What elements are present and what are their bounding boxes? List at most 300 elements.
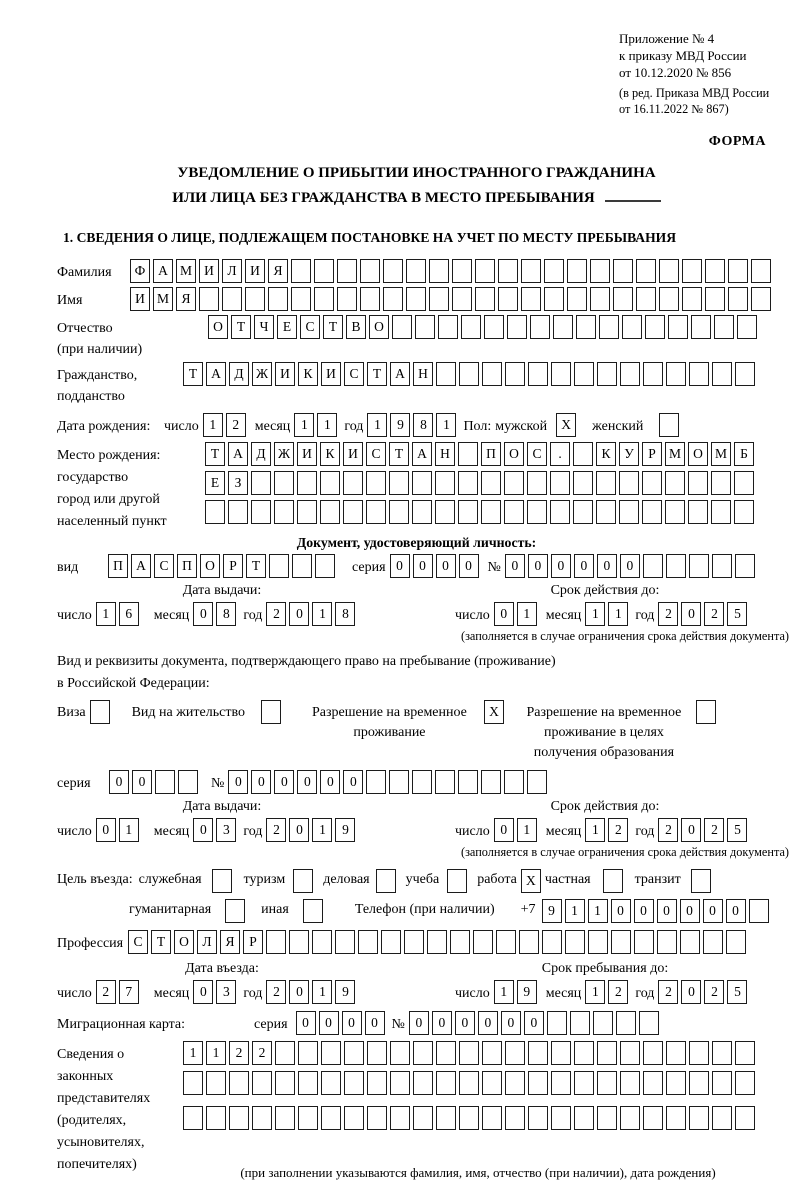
char-cell[interactable]: 1 [517, 818, 537, 842]
char-cell[interactable] [643, 1041, 663, 1065]
char-cell[interactable]: И [245, 259, 265, 283]
residence-issue-day-cells[interactable] [96, 818, 142, 842]
birth-year-cells[interactable] [367, 413, 459, 437]
char-cell[interactable]: 1 [367, 413, 387, 437]
representatives-row1-cells[interactable] [183, 1041, 758, 1065]
char-cell[interactable] [337, 259, 357, 283]
char-cell[interactable] [666, 1041, 686, 1065]
char-cell[interactable] [404, 930, 424, 954]
doc-series-cells[interactable] [390, 554, 482, 578]
char-cell[interactable] [567, 287, 587, 311]
char-cell[interactable] [344, 1071, 364, 1095]
char-cell[interactable]: 0 [343, 770, 363, 794]
char-cell[interactable] [436, 1106, 456, 1130]
char-cell[interactable] [527, 471, 547, 495]
char-cell[interactable] [298, 1041, 318, 1065]
char-cell[interactable] [597, 362, 617, 386]
char-cell[interactable] [435, 500, 455, 524]
char-cell[interactable] [297, 471, 317, 495]
char-cell[interactable] [551, 1106, 571, 1130]
char-cell[interactable] [689, 1106, 709, 1130]
char-cell[interactable] [321, 1106, 341, 1130]
char-cell[interactable] [712, 1041, 732, 1065]
char-cell[interactable]: 0 [289, 602, 309, 626]
residence-series-cells[interactable] [109, 770, 201, 794]
char-cell[interactable]: М [153, 287, 173, 311]
char-cell[interactable]: А [390, 362, 410, 386]
char-cell[interactable] [315, 554, 335, 578]
char-cell[interactable]: 1 [294, 413, 314, 437]
char-cell[interactable]: 0 [365, 1011, 385, 1035]
char-cell[interactable]: 0 [524, 1011, 544, 1035]
char-cell[interactable]: 3 [216, 980, 236, 1004]
char-cell[interactable] [268, 287, 288, 311]
char-cell[interactable]: 0 [611, 899, 631, 923]
char-cell[interactable]: 9 [390, 413, 410, 437]
char-cell[interactable] [473, 930, 493, 954]
char-cell[interactable]: С [344, 362, 364, 386]
char-cell[interactable] [251, 471, 271, 495]
char-cell[interactable] [666, 554, 686, 578]
char-cell[interactable]: 9 [335, 818, 355, 842]
char-cell[interactable] [680, 930, 700, 954]
char-cell[interactable] [206, 1071, 226, 1095]
char-cell[interactable]: 1 [517, 602, 537, 626]
char-cell[interactable] [406, 287, 426, 311]
char-cell[interactable]: Ф [130, 259, 150, 283]
char-cell[interactable] [599, 315, 619, 339]
char-cell[interactable] [590, 287, 610, 311]
char-cell[interactable] [528, 1041, 548, 1065]
char-cell[interactable] [691, 315, 711, 339]
char-cell[interactable]: 1 [494, 980, 514, 1004]
char-cell[interactable]: 0 [478, 1011, 498, 1035]
char-cell[interactable]: 0 [109, 770, 129, 794]
char-cell[interactable] [481, 471, 501, 495]
char-cell[interactable] [312, 930, 332, 954]
char-cell[interactable]: Т [231, 315, 251, 339]
char-cell[interactable] [542, 930, 562, 954]
char-cell[interactable] [636, 259, 656, 283]
char-cell[interactable] [274, 471, 294, 495]
char-cell[interactable] [366, 500, 386, 524]
char-cell[interactable] [613, 287, 633, 311]
char-cell[interactable]: 1 [588, 899, 608, 923]
char-cell[interactable] [573, 471, 593, 495]
char-cell[interactable]: 8 [216, 602, 236, 626]
representatives-row2-cells[interactable] [183, 1071, 758, 1095]
char-cell[interactable]: А [412, 442, 432, 466]
char-cell[interactable]: 9 [335, 980, 355, 1004]
char-cell[interactable] [665, 500, 685, 524]
char-cell[interactable]: Я [176, 287, 196, 311]
char-cell[interactable] [155, 770, 175, 794]
char-cell[interactable] [389, 500, 409, 524]
char-cell[interactable]: 0 [505, 554, 525, 578]
char-cell[interactable] [452, 287, 472, 311]
char-cell[interactable]: 0 [680, 899, 700, 923]
char-cell[interactable] [666, 1106, 686, 1130]
phone-cells[interactable] [542, 899, 772, 923]
char-cell[interactable]: 2 [658, 980, 678, 1004]
name-cells[interactable] [130, 287, 774, 311]
char-cell[interactable] [335, 930, 355, 954]
purpose-other-checkbox[interactable] [303, 899, 323, 923]
char-cell[interactable]: К [320, 442, 340, 466]
char-cell[interactable] [482, 1041, 502, 1065]
char-cell[interactable] [320, 500, 340, 524]
char-cell[interactable] [682, 287, 702, 311]
char-cell[interactable]: И [343, 442, 363, 466]
char-cell[interactable] [229, 1071, 249, 1095]
char-cell[interactable] [360, 259, 380, 283]
char-cell[interactable] [682, 259, 702, 283]
char-cell[interactable] [689, 554, 709, 578]
char-cell[interactable] [275, 1071, 295, 1095]
doc-issue-year-cells[interactable] [266, 602, 358, 626]
char-cell[interactable] [596, 471, 616, 495]
char-cell[interactable] [689, 1041, 709, 1065]
char-cell[interactable]: 0 [289, 980, 309, 1004]
char-cell[interactable] [551, 1041, 571, 1065]
char-cell[interactable]: Р [223, 554, 243, 578]
birth-day-cells[interactable] [203, 413, 249, 437]
char-cell[interactable] [613, 259, 633, 283]
char-cell[interactable]: С [154, 554, 174, 578]
purpose-official-checkbox[interactable] [212, 869, 232, 893]
char-cell[interactable] [343, 500, 363, 524]
char-cell[interactable]: 0 [296, 1011, 316, 1035]
char-cell[interactable]: Т [323, 315, 343, 339]
char-cell[interactable] [735, 554, 755, 578]
char-cell[interactable] [528, 362, 548, 386]
char-cell[interactable]: Т [246, 554, 266, 578]
char-cell[interactable] [574, 362, 594, 386]
char-cell[interactable]: 1 [206, 1041, 226, 1065]
char-cell[interactable] [689, 362, 709, 386]
char-cell[interactable]: А [131, 554, 151, 578]
char-cell[interactable] [544, 259, 564, 283]
char-cell[interactable] [735, 1041, 755, 1065]
char-cell[interactable] [505, 1071, 525, 1095]
char-cell[interactable] [228, 500, 248, 524]
char-cell[interactable]: 0 [703, 899, 723, 923]
char-cell[interactable]: Л [222, 259, 242, 283]
char-cell[interactable] [657, 930, 677, 954]
char-cell[interactable]: 1 [96, 602, 116, 626]
char-cell[interactable]: Н [413, 362, 433, 386]
char-cell[interactable] [292, 554, 312, 578]
doc-expiry-day-cells[interactable] [494, 602, 540, 626]
char-cell[interactable] [429, 259, 449, 283]
char-cell[interactable]: Р [642, 442, 662, 466]
char-cell[interactable] [435, 770, 455, 794]
char-cell[interactable]: 0 [620, 554, 640, 578]
char-cell[interactable] [458, 471, 478, 495]
char-cell[interactable] [726, 930, 746, 954]
char-cell[interactable] [550, 471, 570, 495]
char-cell[interactable] [366, 770, 386, 794]
char-cell[interactable] [252, 1106, 272, 1130]
char-cell[interactable]: С [527, 442, 547, 466]
char-cell[interactable]: Т [205, 442, 225, 466]
char-cell[interactable] [367, 1041, 387, 1065]
char-cell[interactable] [337, 287, 357, 311]
char-cell[interactable]: 0 [494, 602, 514, 626]
char-cell[interactable]: П [481, 442, 501, 466]
char-cell[interactable] [251, 500, 271, 524]
char-cell[interactable] [643, 554, 663, 578]
option-residence-permit-checkbox[interactable] [261, 700, 281, 724]
char-cell[interactable]: 2 [608, 980, 628, 1004]
char-cell[interactable] [573, 500, 593, 524]
char-cell[interactable] [528, 1071, 548, 1095]
char-cell[interactable]: 1 [317, 413, 337, 437]
char-cell[interactable] [504, 471, 524, 495]
char-cell[interactable]: 0 [681, 602, 701, 626]
char-cell[interactable]: 0 [597, 554, 617, 578]
char-cell[interactable]: 0 [413, 554, 433, 578]
char-cell[interactable] [389, 770, 409, 794]
char-cell[interactable] [461, 315, 481, 339]
char-cell[interactable]: О [369, 315, 389, 339]
char-cell[interactable] [544, 287, 564, 311]
char-cell[interactable] [389, 471, 409, 495]
char-cell[interactable] [570, 1011, 590, 1035]
char-cell[interactable] [634, 930, 654, 954]
char-cell[interactable] [289, 930, 309, 954]
char-cell[interactable] [597, 1106, 617, 1130]
char-cell[interactable] [482, 362, 502, 386]
char-cell[interactable]: А [206, 362, 226, 386]
char-cell[interactable] [611, 930, 631, 954]
surname-cells[interactable] [130, 259, 774, 283]
char-cell[interactable] [645, 315, 665, 339]
char-cell[interactable]: 2 [226, 413, 246, 437]
purpose-humanitarian-checkbox[interactable] [225, 899, 245, 923]
char-cell[interactable] [551, 1071, 571, 1095]
char-cell[interactable]: 7 [119, 980, 139, 1004]
stay-year-cells[interactable] [658, 980, 750, 1004]
char-cell[interactable] [482, 1071, 502, 1095]
residence-expiry-year-cells[interactable] [658, 818, 750, 842]
residence-issue-month-cells[interactable] [193, 818, 239, 842]
char-cell[interactable]: И [297, 442, 317, 466]
char-cell[interactable] [496, 930, 516, 954]
char-cell[interactable] [366, 471, 386, 495]
char-cell[interactable] [734, 500, 754, 524]
char-cell[interactable] [498, 259, 518, 283]
char-cell[interactable]: Л [197, 930, 217, 954]
char-cell[interactable] [392, 315, 412, 339]
char-cell[interactable] [616, 1011, 636, 1035]
char-cell[interactable] [620, 1106, 640, 1130]
char-cell[interactable] [620, 362, 640, 386]
char-cell[interactable]: 1 [585, 602, 605, 626]
char-cell[interactable] [620, 1041, 640, 1065]
char-cell[interactable]: 8 [335, 602, 355, 626]
char-cell[interactable]: З [228, 471, 248, 495]
char-cell[interactable]: О [200, 554, 220, 578]
char-cell[interactable] [597, 1041, 617, 1065]
char-cell[interactable]: 2 [252, 1041, 272, 1065]
char-cell[interactable] [688, 500, 708, 524]
char-cell[interactable] [659, 287, 679, 311]
char-cell[interactable] [458, 770, 478, 794]
char-cell[interactable] [728, 259, 748, 283]
char-cell[interactable] [643, 1106, 663, 1130]
char-cell[interactable] [390, 1041, 410, 1065]
doc-number-cells[interactable] [505, 554, 758, 578]
char-cell[interactable] [383, 287, 403, 311]
char-cell[interactable] [266, 930, 286, 954]
char-cell[interactable]: К [596, 442, 616, 466]
char-cell[interactable] [438, 315, 458, 339]
char-cell[interactable]: 0 [409, 1011, 429, 1035]
purpose-private-checkbox[interactable] [603, 869, 623, 893]
char-cell[interactable] [619, 500, 639, 524]
char-cell[interactable] [205, 500, 225, 524]
char-cell[interactable] [269, 554, 289, 578]
char-cell[interactable]: Т [151, 930, 171, 954]
char-cell[interactable] [689, 1071, 709, 1095]
char-cell[interactable]: С [366, 442, 386, 466]
char-cell[interactable]: 1 [436, 413, 456, 437]
char-cell[interactable] [573, 442, 593, 466]
char-cell[interactable]: 0 [726, 899, 746, 923]
char-cell[interactable]: И [130, 287, 150, 311]
char-cell[interactable] [390, 1071, 410, 1095]
char-cell[interactable] [735, 1106, 755, 1130]
char-cell[interactable] [527, 770, 547, 794]
char-cell[interactable] [711, 471, 731, 495]
char-cell[interactable]: 0 [634, 899, 654, 923]
char-cell[interactable]: Б [734, 442, 754, 466]
purpose-study-checkbox[interactable] [447, 869, 467, 893]
char-cell[interactable] [367, 1071, 387, 1095]
char-cell[interactable] [413, 1106, 433, 1130]
char-cell[interactable] [712, 1071, 732, 1095]
char-cell[interactable] [344, 1041, 364, 1065]
char-cell[interactable] [459, 1106, 479, 1130]
sex-male-checkbox[interactable]: X [556, 413, 576, 437]
char-cell[interactable] [452, 259, 472, 283]
char-cell[interactable] [314, 287, 334, 311]
char-cell[interactable]: 0 [274, 770, 294, 794]
char-cell[interactable] [412, 770, 432, 794]
char-cell[interactable]: 9 [517, 980, 537, 1004]
char-cell[interactable] [597, 1071, 617, 1095]
char-cell[interactable]: 0 [459, 554, 479, 578]
stay-month-cells[interactable] [585, 980, 631, 1004]
citizenship-cells[interactable] [183, 362, 758, 386]
char-cell[interactable] [642, 500, 662, 524]
doc-issue-day-cells[interactable] [96, 602, 142, 626]
char-cell[interactable] [320, 471, 340, 495]
char-cell[interactable] [413, 1071, 433, 1095]
char-cell[interactable] [275, 1106, 295, 1130]
char-cell[interactable] [505, 362, 525, 386]
char-cell[interactable] [321, 1041, 341, 1065]
char-cell[interactable]: Е [205, 471, 225, 495]
char-cell[interactable]: 0 [681, 980, 701, 1004]
char-cell[interactable]: О [688, 442, 708, 466]
char-cell[interactable]: 0 [528, 554, 548, 578]
char-cell[interactable]: 0 [657, 899, 677, 923]
option-temp-residence-checkbox[interactable]: X [484, 700, 504, 724]
char-cell[interactable]: 1 [312, 980, 332, 1004]
char-cell[interactable]: У [619, 442, 639, 466]
char-cell[interactable] [178, 770, 198, 794]
char-cell[interactable]: П [177, 554, 197, 578]
char-cell[interactable]: М [665, 442, 685, 466]
char-cell[interactable]: Е [277, 315, 297, 339]
char-cell[interactable]: Т [183, 362, 203, 386]
char-cell[interactable] [751, 287, 771, 311]
char-cell[interactable] [245, 287, 265, 311]
char-cell[interactable]: И [321, 362, 341, 386]
char-cell[interactable] [639, 1011, 659, 1035]
char-cell[interactable] [344, 1106, 364, 1130]
char-cell[interactable]: 1 [585, 818, 605, 842]
char-cell[interactable] [530, 315, 550, 339]
char-cell[interactable]: 2 [608, 818, 628, 842]
char-cell[interactable] [321, 1071, 341, 1095]
char-cell[interactable]: 8 [413, 413, 433, 437]
char-cell[interactable] [458, 442, 478, 466]
char-cell[interactable] [735, 1071, 755, 1095]
char-cell[interactable]: 3 [216, 818, 236, 842]
char-cell[interactable] [734, 471, 754, 495]
char-cell[interactable]: 0 [574, 554, 594, 578]
char-cell[interactable]: Д [251, 442, 271, 466]
char-cell[interactable] [574, 1071, 594, 1095]
char-cell[interactable]: 0 [297, 770, 317, 794]
sex-female-checkbox[interactable] [659, 413, 679, 437]
char-cell[interactable] [712, 1106, 732, 1130]
char-cell[interactable]: 0 [455, 1011, 475, 1035]
char-cell[interactable]: Н [435, 442, 455, 466]
char-cell[interactable] [596, 500, 616, 524]
char-cell[interactable] [619, 471, 639, 495]
option-temp-residence-education-checkbox[interactable] [696, 700, 716, 724]
char-cell[interactable]: О [174, 930, 194, 954]
purpose-tourism-checkbox[interactable] [293, 869, 313, 893]
char-cell[interactable] [712, 362, 732, 386]
char-cell[interactable] [484, 315, 504, 339]
char-cell[interactable]: 0 [319, 1011, 339, 1035]
char-cell[interactable] [636, 287, 656, 311]
birth-place-row1-cells[interactable] [205, 442, 757, 466]
char-cell[interactable] [574, 1041, 594, 1065]
char-cell[interactable]: 0 [494, 818, 514, 842]
char-cell[interactable]: О [208, 315, 228, 339]
char-cell[interactable]: Т [367, 362, 387, 386]
char-cell[interactable] [505, 1041, 525, 1065]
option-visa-checkbox[interactable] [90, 700, 110, 724]
char-cell[interactable] [436, 1071, 456, 1095]
char-cell[interactable]: 2 [704, 818, 724, 842]
char-cell[interactable] [666, 362, 686, 386]
char-cell[interactable] [459, 362, 479, 386]
char-cell[interactable] [450, 930, 470, 954]
char-cell[interactable] [705, 259, 725, 283]
char-cell[interactable]: В [346, 315, 366, 339]
char-cell[interactable]: 1 [203, 413, 223, 437]
residence-expiry-month-cells[interactable] [585, 818, 631, 842]
char-cell[interactable]: 0 [432, 1011, 452, 1035]
purpose-work-checkbox[interactable]: X [521, 869, 541, 893]
